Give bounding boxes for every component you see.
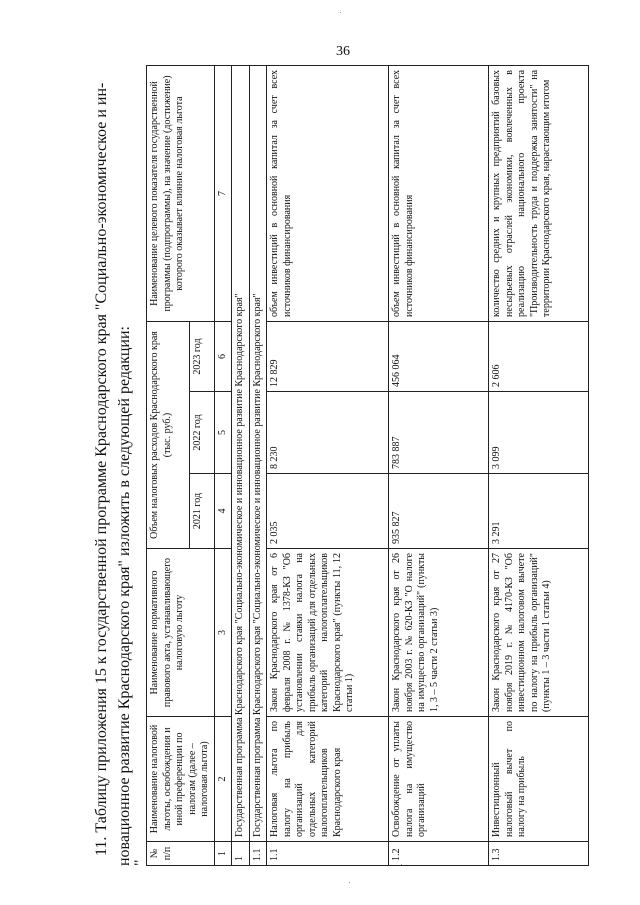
benefit-name: Налоговая льгота по налогу на прибыль организаций для отдельных категорий налогоплательщиков Краснодарского края [267,717,389,842]
target-indicator: объем инвестиций в основной капитал за счет всех источников финансирования [389,65,489,321]
header-volume: Объем налоговых расходов Краснодарского края (тыс. руб.) [147,321,190,548]
value-2021: 935 827 [389,474,489,549]
column-index: 1 [214,842,232,866]
table-row [389,65,489,865]
table-row [267,65,389,865]
section-num: 1 [232,842,250,866]
value-2023: 12 829 [267,321,389,391]
column-index-row [214,65,232,865]
legal-act: Закон Краснодарского края от 26 ноября 2003 г. № 620-КЗ "О налоге на имущество организаций" (пункты 1, 3 – 5 части 2 статьи 3) [389,549,489,717]
column-index: 3 [214,549,232,717]
benefit-name: Инвестиционный налоговый вычет по налогу на прибыль [489,717,589,842]
subsection-row [249,65,267,865]
rotated-content [90,66,610,866]
subsection-num: 1.1 [249,842,267,866]
value-2022: 3 099 [489,392,589,474]
column-index: 2 [214,717,232,842]
page-number: 36 [336,44,350,59]
tax-expenditure-table [146,65,589,866]
column-index: 6 [214,321,232,391]
legal-act: Закон Краснодарского края от 6 февраля 2008 г. № 1378-КЗ "Об установлении ставки налога на прибыль организаций для отдельных категорий налогоплательщиков Краснодарского края" (пункты 11, 12 статьи 1) [267,549,389,717]
heading-line-1: 11. Таблицу приложения 15 к государственной программе Краснодарского края "Социально-экономическое и ин- [93,82,110,856]
value-2021: 2 035 [267,474,389,549]
row-num: 1.3 [489,842,589,866]
row-num: 1.2 [389,842,489,866]
value-2022: 783 887 [389,392,489,474]
subsection-title: Государственная программа Краснодарского края "Социально-экономическое и инновационное развитие Краснодарского края" [249,65,267,841]
heading-line-2: новационное развитие Краснодарского края" изложить в следующей редакции: [116,326,133,866]
heading-quote: " [132,859,149,866]
scan-speck [340,12,341,13]
header-act: Наименование нормативного правового акта, устанавливающего налоговую льготу [147,549,215,717]
column-index: 4 [214,474,232,549]
target-indicator: объем инвестиций в основной капитал за счет всех источников финансирования [267,65,389,321]
header-indicator: Наименование целевого показателя государственной программы (подпрограммы), на значение (достижение) которого оказывает влияние налоговая льгота [147,65,215,321]
benefit-name: Освобождение от уплаты налога на имущество организаций [389,717,489,842]
amendment-heading [90,66,149,866]
value-2023: 2 606 [489,321,589,391]
legal-act: Закон Краснодарского края от 27 ноября 2019 г. № 4170-КЗ "Об инвестиционном налоговом вычете по налогу на прибыль организаций" (пункты 1 – 3 части 1 статьи 4) [489,549,589,717]
column-index: 7 [214,65,232,321]
header-year-2021: 2021 год [189,474,214,549]
section-title: Государственная программа Краснодарского края "Социально-экономическое и инновационное развитие Краснодарского края" [232,65,250,841]
scan-speck [349,882,350,883]
column-index: 5 [214,392,232,474]
row-num: 1.1 [267,842,389,866]
value-2022: 8 230 [267,392,389,474]
header-row [147,65,190,865]
value-2023: 456 064 [389,321,489,391]
header-year-2022: 2022 год [189,392,214,474]
header-num: № п/п [147,842,215,866]
section-row [232,65,250,865]
target-indicator: количество средних и крупных предприятий базовых несырьевых отраслей экономики, вовлеченных в реализацию национального проекта "Производительность труда и поддержка занятости" на территории Краснодарского края, нарастающим итогом [489,65,589,321]
table-row [489,65,589,865]
header-name: Наименование налоговой льготы, освобождения и иной преференции по налогам (далее – налоговая льгота) [147,717,215,842]
header-year-2023: 2023 год [189,321,214,391]
scan-speck [401,864,402,865]
value-2021: 3 291 [489,474,589,549]
